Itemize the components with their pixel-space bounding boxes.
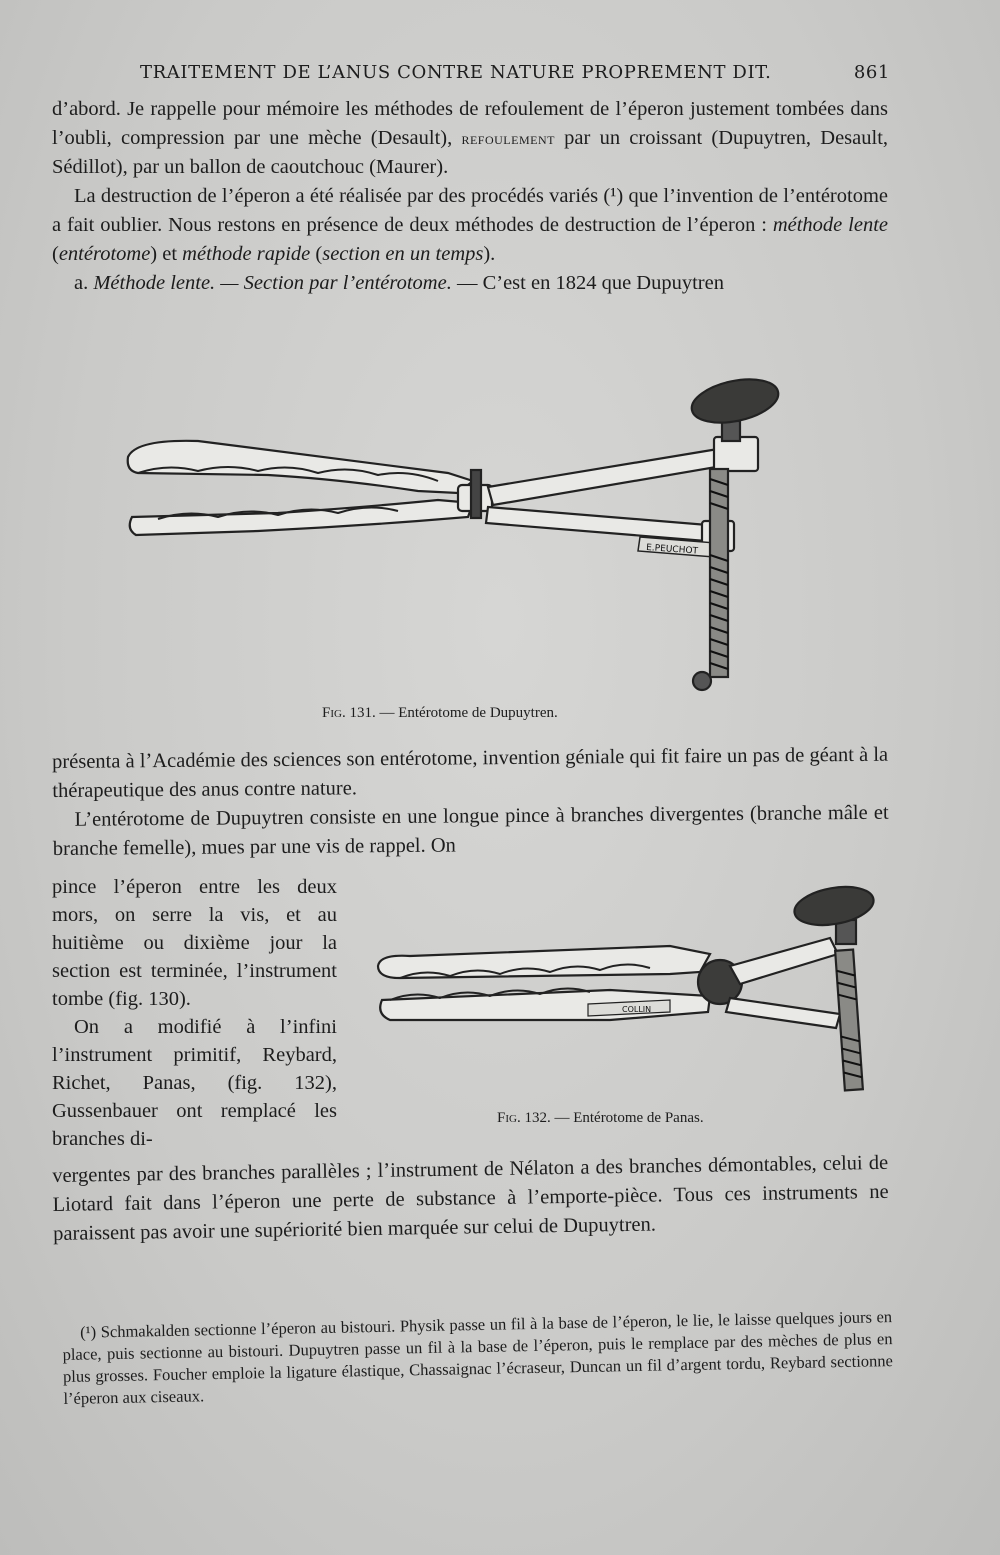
- figure-132-caption: Fig. 132. — Entérotome de Panas.: [497, 1110, 704, 1126]
- paragraph-modifie: On a modifié à l’infini l’instrument primitif, Reybard, Richet, Panas, (fig. 132), Gussenbauer ont remplacé les branches di-: [52, 1016, 337, 1150]
- figure-131-maker-mark: E.PEUCHOT: [645, 543, 699, 557]
- figure-132-enterotome-panas: [370, 880, 890, 1100]
- paragraph-vergentes: vergentes par des branches parallèles ; l’instrument de Nélaton a des branches démontables, celui de Liotard fait dans l’éperon une perte de substance à l’emporte-pièce. Tous ces instruments ne paraissent pas avoir une supériorité bien marquée sur celui de Dupuytren.: [52, 1151, 889, 1245]
- page-number: 861: [853, 62, 890, 83]
- paragraph-description: L’entérotome de Dupuytren consiste en une longue pince à branches divergentes (branche mâle et branche femelle), mues par une vis de rappel. On: [52, 801, 889, 860]
- paragraph-academie: présenta à l’Académie des sciences son entérotome, invention géniale qui fit faire un pas de géant à la thérapeutique des anus contre nature.: [52, 743, 889, 802]
- running-title: TRAITEMENT DE L’ANUS CONTRE NATURE PROPREMENT DIT.: [140, 62, 772, 83]
- footnote: [62, 1306, 894, 1410]
- bottom-text-block: [52, 1149, 889, 1249]
- narrow-text-block: [52, 873, 337, 1153]
- paragraph-pince: pince l’éperon entre les deux mors, on serre la vis, et au huitième ou dixième jour la section est terminée, l’instrument tombe (fig. 130).: [52, 876, 337, 1010]
- running-header: [140, 62, 890, 83]
- paragraph-destruction: La destruction de l’éperon a été réalisée par des procédés variés (¹) que l’invention de l’entérotome a fait oublier. Nous restons en présence de deux méthodes de destruction de l’éperon : méthode lente (entérotome) et méthode rapide (section en un temps).: [52, 185, 888, 265]
- paragraph-refoulement: d’abord. Je rappelle pour mémoire les méthodes de refoulement de l’éperon justement tombées dans l’oubli, compression par une mèche (Desault), refoulement par un croissant (Dupuytren, Desault, Sédillot), par un ballon de caoutchouc (Maurer).: [52, 98, 889, 178]
- footnote-text: (¹) Schmakalden sectionne l’éperon au bistouri. Physik passe un fil à la base de l’éperon, le lie, le laisse quelques jours en place, puis sectionne au bistouri. Dupuytren passe un fil à la base de l’éperon, puis le remplace par des mèches de plus en plus grosses. Foucher emploie la ligature élastique, Chassaignac l’écraseur, Duncan un fil d’argent tordu, Reybard sectionne l’éperon aux ciseaux.: [62, 1307, 894, 1408]
- top-text-block: [52, 95, 888, 298]
- paragraph-methode-lente: a. Méthode lente. — Section par l’entérotome. — C’est en 1824 que Dupuytren: [74, 272, 724, 294]
- figure-131-caption: Fig. 131. — Entérotome de Dupuytren.: [322, 705, 558, 721]
- figure-132-maker-mark: COLLIN: [622, 1005, 652, 1014]
- figure-131-enterotome-dupuytren: [118, 375, 838, 705]
- middle-text-block: [52, 741, 889, 864]
